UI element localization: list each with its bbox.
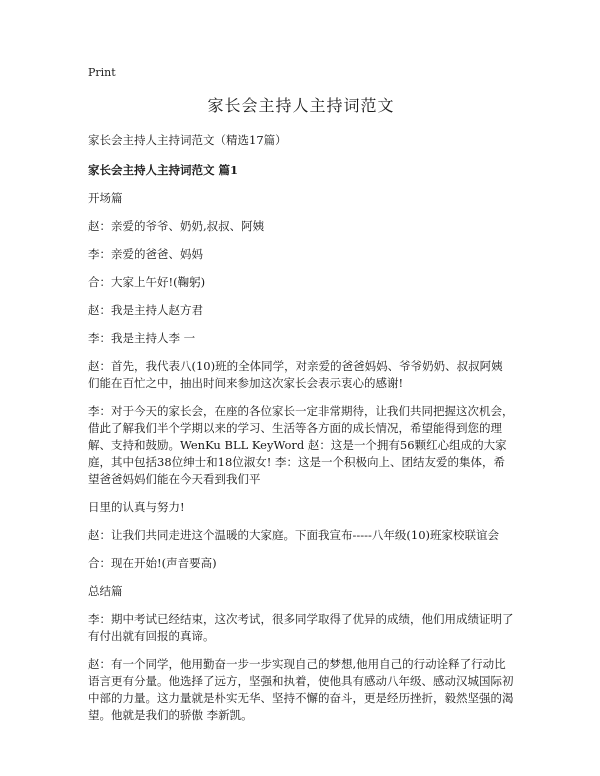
paragraph: 李：对于今天的家长会，在座的各位家长一定非常期待，让我们共同把握这次机会，借此了解我们半个学期以来的学习、生活等各方面的成长情况，希望能得到您的理解、支持和鼓励。WenKu BLL KeyWord 赵：这是一个拥有56颗红心组成的大家庭，其中包括38位绅士和18位淑女! 李：这是一个积极向上、团结友爱的集体，希望爸爸妈妈们能在今天看到我们平: [88, 404, 514, 486]
print-label[interactable]: Print: [88, 66, 116, 79]
document-title: 家长会主持人主持词范文: [207, 96, 395, 115]
paragraph: 日里的认真与努力!: [88, 500, 185, 514]
paragraph: 赵：有一个同学，他用勤奋一步一步实现自己的梦想,他用自己的行动诠释了行动比语言更有分量。他选择了远方，坚强和执着，使他具有感动八年级、感动汉城国际初中部的力量。这力量就是朴实无华、坚持不懈的奋斗，更是经历挫折，毅然坚强的渴望。他就是我们的骄傲 李新凯。: [88, 657, 514, 722]
paragraph: 合：现在开始!(声音要高): [88, 556, 217, 570]
paragraph: 李：我是主持人李 一: [88, 331, 196, 345]
paragraph: 赵：亲爱的爷爷、奶奶,叔叔、阿姨: [88, 219, 265, 233]
paragraph-summary-heading: 总结篇: [88, 584, 123, 598]
paragraph-opening-heading: 开场篇: [88, 191, 123, 205]
document-page: [88, 66, 514, 735]
paragraph: 李：期中考试已经结束，这次考试，很多同学取得了优异的成绩，他们用成绩证明了有付出就有回报的真谛。: [88, 612, 514, 643]
paragraph: 李：亲爱的爸爸、妈妈: [88, 247, 203, 261]
section-heading: 家长会主持人主持词范文 篇1: [88, 163, 239, 177]
document-subtitle: 家长会主持人主持词范文（精选17篇）: [88, 133, 287, 147]
paragraph: 赵：我是主持人赵方君: [88, 303, 203, 317]
paragraph: 赵：首先，我代表八(10)班的全体同学，对亲爱的爸爸妈妈、爷爷奶奶、叔叔阿姨们能在百忙之中，抽出时间来参加这次家长会表示衷心的感谢!: [88, 359, 503, 390]
paragraph: 赵：让我们共同走进这个温暖的大家庭。下面我宣布-----八年级(10)班家校联谊会: [88, 528, 500, 542]
paragraph: 合：大家上午好!(鞠躬): [88, 275, 206, 289]
